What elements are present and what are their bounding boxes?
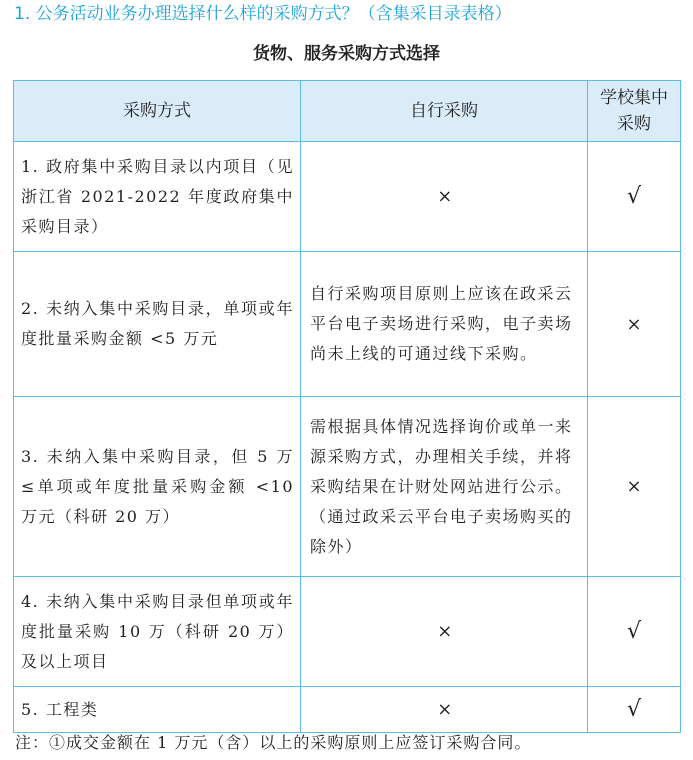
- table-row: [14, 142, 681, 252]
- column-header-self-procurement: 自行采购: [301, 81, 588, 142]
- method-cell: 5. 工程类: [14, 687, 301, 733]
- table-row: [14, 397, 681, 577]
- self-procurement-cell: 需根据具体情况选择询价或单一来源采购方式，办理相关手续，并将采购结果在计财处网站进行公示。（通过政采云平台电子卖场购买的除外）: [301, 397, 588, 577]
- table-row: [14, 577, 681, 687]
- method-cell: 1. 政府集中采购目录以内项目（见浙江省 2021-2022 年度政府集中采购目录）: [14, 142, 301, 252]
- table-row: [14, 252, 681, 397]
- method-cell: 3. 未纳入集中采购目录，但 5 万≤单项或年度批量采购金额 <10 万元（科研 20 万）: [14, 397, 301, 577]
- self-procurement-cell: ×: [301, 577, 588, 687]
- method-cell: 4. 未纳入集中采购目录但单项或年度批量采购 10 万（科研 20 万）及以上项目: [14, 577, 301, 687]
- table-row: [14, 687, 681, 733]
- method-cell: 2. 未纳入集中采购目录，单项或年度批量采购金额 <5 万元: [14, 252, 301, 397]
- school-procurement-cell: √: [588, 687, 681, 733]
- self-procurement-cell: ×: [301, 687, 588, 733]
- table-title: 货物、服务采购方式选择: [253, 44, 440, 64]
- self-procurement-cell: ×: [301, 142, 588, 252]
- footnote: 注：①成交金额在 1 万元（含）以上的采购原则上应签订采购合同。: [15, 733, 532, 752]
- column-header-method: 采购方式: [14, 81, 301, 142]
- school-procurement-cell: ×: [588, 252, 681, 397]
- self-procurement-cell: 自行采购项目原则上应该在政采云平台电子卖场进行采购，电子卖场尚未上线的可通过线下采购。: [301, 252, 588, 397]
- school-procurement-cell: ×: [588, 397, 681, 577]
- school-procurement-cell: √: [588, 577, 681, 687]
- table-header-row: [14, 81, 681, 142]
- column-header-school-procurement: 学校集中采购: [588, 81, 681, 142]
- procurement-table: [13, 80, 681, 733]
- page-heading: 1. 公务活动业务办理选择什么样的采购方式？（含集采目录表格）: [14, 4, 512, 24]
- school-procurement-cell: √: [588, 142, 681, 252]
